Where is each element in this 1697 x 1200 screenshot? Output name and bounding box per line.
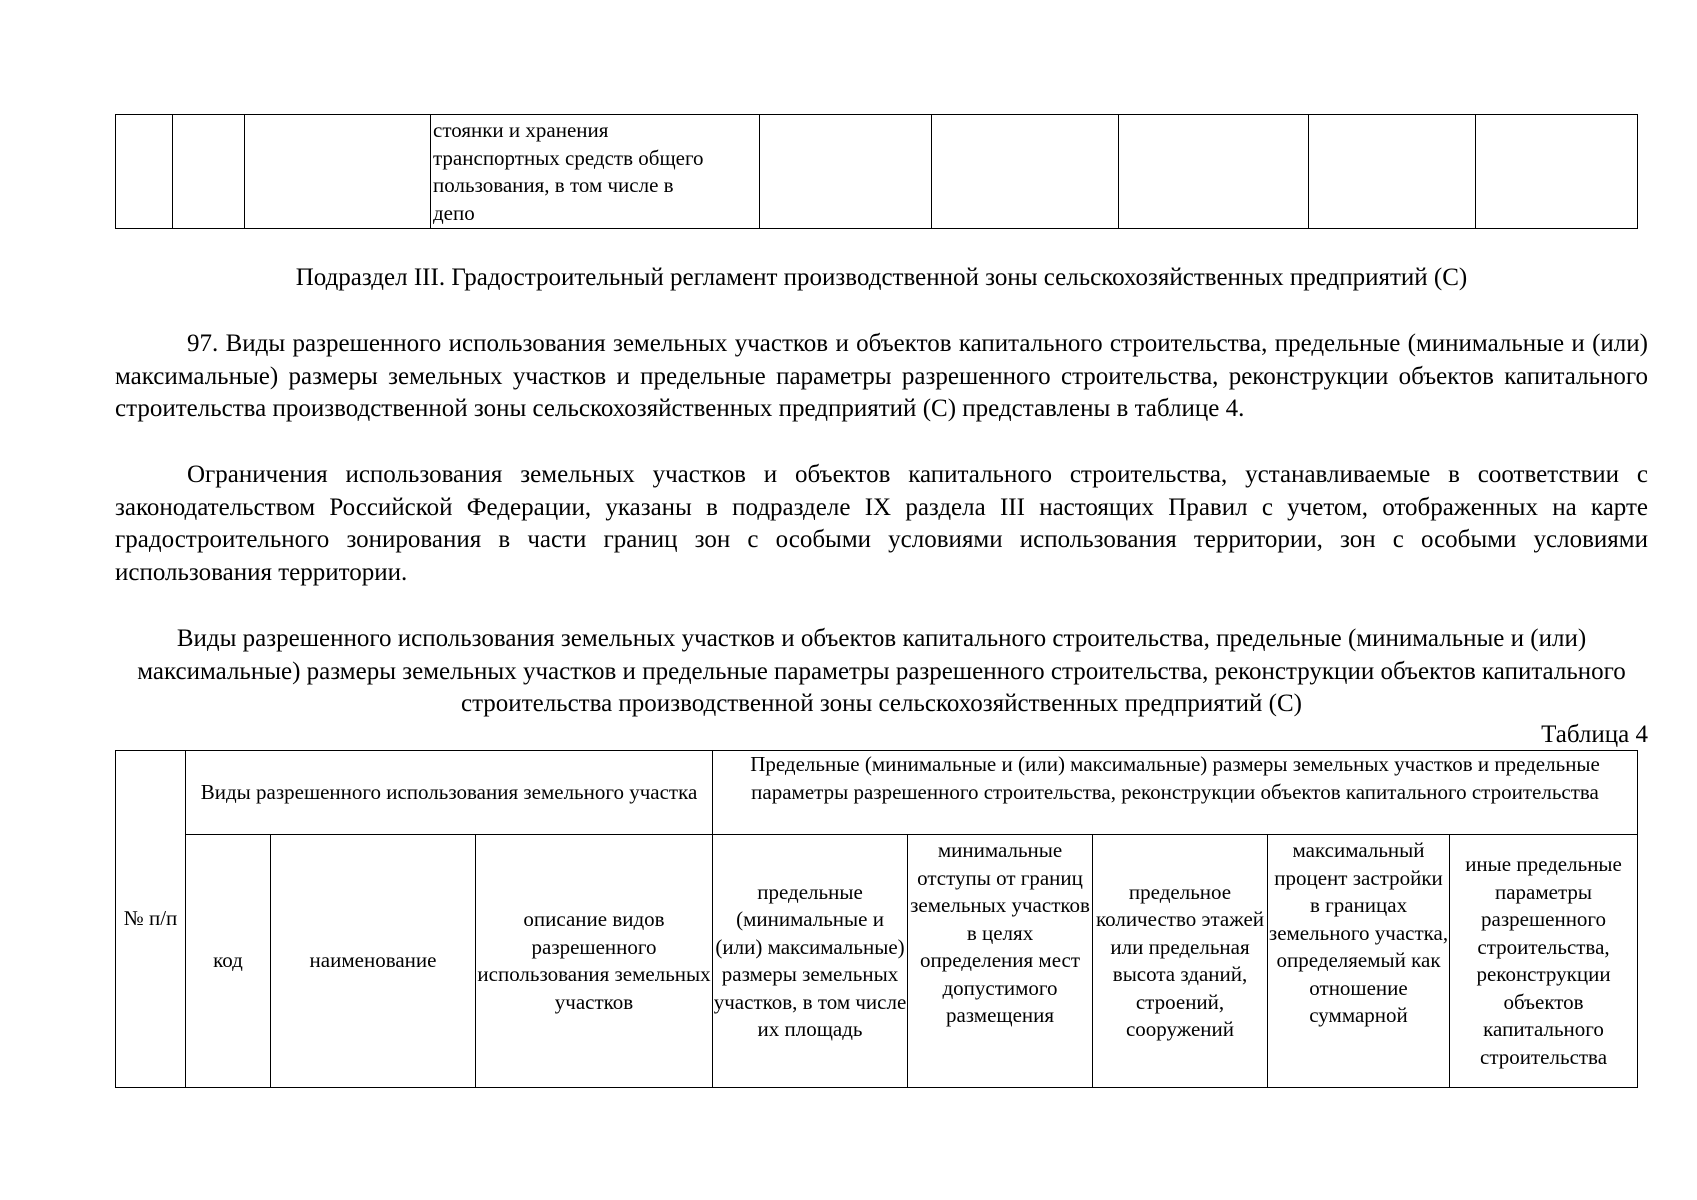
header-name: наименование (271, 835, 476, 1088)
continuation-cell (932, 115, 1119, 229)
continuation-cell (1119, 115, 1309, 229)
continuation-cell (1476, 115, 1638, 229)
table-number: Таблица 4 (1541, 721, 1648, 748)
continuation-cell (1309, 115, 1476, 229)
continuation-table (115, 114, 1638, 229)
header-description: описание видов разрешенного использования земельных участков (476, 835, 713, 1088)
continuation-description-cell: стоянки и хранения транспортных средств общего пользования, в том числе в депо (431, 115, 760, 229)
header-setbacks: минимальные отступы от границ земельных участков в целях определения мест допустимого размещения (908, 835, 1093, 1088)
header-plot-sizes: предельные (минимальные и (или) максимальные) размеры земельных участков, в том числе их площадь (713, 835, 908, 1088)
continuation-cell (116, 115, 173, 229)
header-limits-group: Предельные (минимальные и (или) максимальные) размеры земельных участков и предельные параметры разрешенного строительства, реконструкции объектов капитального строительства (713, 751, 1638, 835)
paragraph-97: 97. Виды разрешенного использования земельных участков и объектов капитального строительства, предельные (минимальные и (или) максимальные) размеры земельных участков и предельные параметры разрешенного строительства, реконструкции объектов капитального строительства производственной зоны сельскохозяйственных предприятий (С) представлены в таблице 4. (115, 330, 1648, 422)
paragraph-limits: Ограничения использования земельных участков и объектов капитального строительства, устанавливаемые в соответствии с законодательством Российской Федерации, указаны в подразделе IX раздела III настоящих Правил с учетом, отображенных на карте градостроительного зонирования в части границ зон с особыми условиями использования территории, зон с особыми условиями использования территории. (115, 461, 1648, 586)
table-title: Виды разрешенного использования земельных участков и объектов капитального строительства, предельные (минимальные и (или) максимальные) размеры земельных участков и предельные параметры разрешенного строительства, реконструкции объектов капитального строительства производственной зоны сельскохозяйственных предприятий (С) (137, 625, 1626, 717)
header-number: № п/п (116, 751, 186, 1088)
continuation-cell (173, 115, 245, 229)
header-floors: предельное количество этажей или предельная высота зданий, строений, сооружений (1093, 835, 1268, 1088)
subsection-heading: Подраздел III. Градостроительный регламент производственной зоны сельскохозяйственных предприятий (С) (295, 264, 1468, 291)
header-code: код (186, 835, 271, 1088)
main-table (115, 750, 1638, 1088)
continuation-cell (760, 115, 932, 229)
header-use-types-group: Виды разрешенного использования земельного участка (186, 751, 713, 835)
header-coverage: максимальный процент застройки в границах земельного участка, определяемый как отношение суммарной (1268, 835, 1450, 1088)
header-other-params: иные предельные параметры разрешенного строительства, реконструкции объектов капитального строительства (1450, 835, 1638, 1088)
continuation-cell (245, 115, 431, 229)
